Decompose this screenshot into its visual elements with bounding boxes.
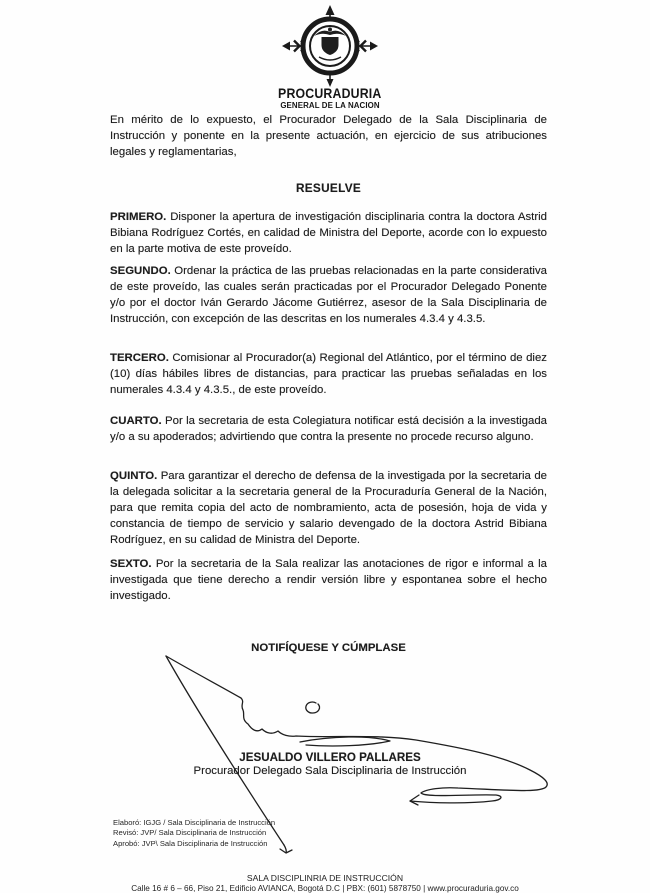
closing-order: NOTIFÍQUESE Y CÚMPLASE <box>251 642 406 654</box>
article-text: Para garantizar el derecho de defensa de la investigada por la secretaria de la delegada solicitar a la secretaria general de la Procuraduría General de la Nación, para que remita copia del acto de nombramiento, acta de posesión, hoja de vida y constancia de tiempo de servicio y salario devengado de la doctora Astrid Bibiana Rodríguez, en su calidad de Ministra del Deporte. <box>110 470 547 546</box>
article-text: Por la secretaria de esta Colegiatura notificar está decisión a la investigada y/o a su apoderados; advirtiendo que contra la presente no procede recurso alguno. <box>110 415 547 443</box>
signatory-name: JESUALDO VILLERO PALLARES <box>239 751 421 764</box>
procuraduria-logo <box>0 5 650 110</box>
resuelve-heading: RESUELVE <box>295 181 362 195</box>
footer-address: Calle 16 # 6 – 66, Piso 21, Edificio AVIANCA, Bogotá D.C | PBX: (601) 5878750 | www.procuraduria.gov.co <box>131 884 519 893</box>
article-cuarto <box>110 414 547 446</box>
article-label: PRIMERO. <box>110 211 167 223</box>
article-label: TERCERO. <box>110 352 169 364</box>
aprobo-line: Aprobó: JVP\ Sala Disciplinaria de Instrucción <box>113 838 268 848</box>
article-label: SEGUNDO. <box>110 265 171 277</box>
article-label: QUINTO. <box>110 470 158 482</box>
article-label: CUARTO. <box>110 415 162 427</box>
article-label: SEXTO. <box>110 558 152 570</box>
article-text: Comisionar al Procurador(a) Regional del Atlántico, por el término de diez (10) días hábiles libres de distancias, para practicar las pruebas señaladas en los numerales 4.3.4 y 4.3.5., de este proveído. <box>110 352 547 396</box>
article-text: Por la secretaria de la Sala realizar las anotaciones de rigor e informal a la investigada que tiene derecho a rendir versión libre y espontanea sobre el hecho investigado. <box>110 558 547 602</box>
article-text: Disponer la apertura de investigación disciplinaria contra la doctora Astrid Bibiana Rodríguez Cortés, en calidad de Ministra del Deporte, acorde con lo expuesto en la parte motiva de este proveído. <box>110 211 547 255</box>
reviso-line: Revisó: JVP/ Sala Disciplinaria de Instrucción <box>113 828 267 838</box>
compass-seal-icon <box>282 5 378 87</box>
logo-text-line1: PROCURADURIA <box>278 85 382 101</box>
signatory-title: Procurador Delegado Sala Disciplinaria de Instrucción <box>193 765 467 777</box>
prepared-by-block <box>113 818 275 849</box>
article-segundo <box>110 264 547 328</box>
article-quinto <box>110 469 547 549</box>
footer-office-name: SALA DISCIPLINRIA DE INSTRUCCIÓN <box>246 873 404 883</box>
intro-paragraph: En mérito de lo expuesto, el Procurador Delegado de la Sala Disciplinaria de Instrucción y ponente en la presente actuación, en ejercicio de sus atribuciones legales y reglamentarias, <box>110 114 547 158</box>
article-primero <box>110 210 547 258</box>
elaboro-line: Elaboró: IGJG / Sala Disciplinaria de Instrucción <box>113 818 276 827</box>
article-sexto <box>110 557 547 605</box>
article-tercero <box>110 351 547 399</box>
logo-text-line2: GENERAL DE LA NACION <box>280 100 380 110</box>
article-text: Ordenar la práctica de las pruebas relacionadas en la parte considerativa de este proveído, las cuales serán practicadas por el Procurador Delegado Ponente y/o por el doctor Iván Gerardo Jácome Gutiérrez, asesor de la Sala Disciplinaria de Instrucción, con excepción de las descritas en los numerales 4.3.4 y 4.3.5. <box>110 265 547 325</box>
